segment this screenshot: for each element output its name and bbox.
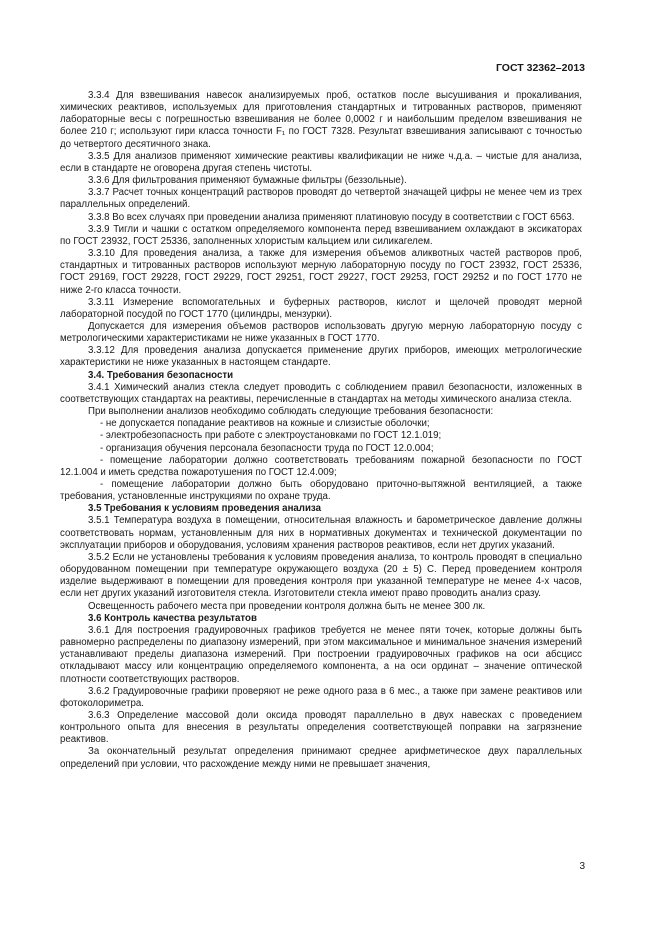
document-body [60,90,582,771]
paragraph-3-3-11: 3.3.11 Измерение вспомогательных и буферных растворов, кислот и щелочей проводят мерной лабораторной посудой по ГОСТ 1770 (цилиндры, мензурки). [60,296,582,320]
paragraph-3-3-8: 3.3.8 Во всех случаях при проведении анализа применяют платиновую посуду в соответствии с ГОСТ 6563. [88,211,575,223]
list-item: - помещение лаборатории должно быть оборудовано приточно-вытяжной вентиляцией, а также требования, установленные инструкциями по охране труда. [60,479,582,503]
paragraph-3-3-10: 3.3.10 Для проведения анализа, а также для измерения объемов аликвотных частей растворов проб, стандартных и титрованных растворов используют мерную лабораторную посуду по ГОСТ 23932, ГОСТ 25336, ГОСТ 29169, ГОСТ 29228, ГОСТ 29229, ГОСТ 29251, ГОСТ 29227, ГОСТ 29253, ГОСТ 29252 и по ГОСТ 1770 не ниже 2-го класса точности. [60,248,582,296]
paragraph-3-4-1: 3.4.1 Химический анализ стекла следует проводить с соблюдением правил безопасности, изложенных в соответствующих стандартах на реактивы, перечисленные в стандартах на методы химического анализа стекла. [60,381,582,405]
paragraph-3-3-6: 3.3.6 Для фильтрования применяют бумажные фильтры (беззольные). [88,175,407,187]
paragraph-3-3-4: 3.3.4 Для взвешивания навесок анализируемых проб, остатков после высушивания и прокаливания, химических реактивов, используемых для приготовления стандартных и титрованных растворов, применяют лабораторные весы с погрешностью взвешивания не более 0,0002 г и наибольшим пределом взвешивания не более 210 г; используют гири класса точности F₁ по ГОСТ 7328. Результат взвешивания записывают с точностью до четвертого десятичного знака. [60,90,582,150]
paragraph-3-6-3: 3.6.3 Определение массовой доли оксида проводят параллельно в двух навесках с проведением контрольного опыта для внесения в результаты определения соответствующей поправки на загрязнение реактивов. [60,709,582,746]
paragraph-illumination: Освещенность рабочего места при проведении контроля должна быть не менее 300 лк. [88,600,486,612]
paragraph-final-result: За окончательный результат определения принимают среднее арифметическое двух параллельных определений при условии, что расхождение между ними не превышает значения, [60,746,582,770]
paragraph-3-3-11-note: Допускается для измерения объемов растворов использовать другую мерную лабораторную посуду с метрологическими характеристиками не ниже указанных в ГОСТ 1770. [60,320,582,345]
section-heading-3-4: 3.4. Требования безопасности [88,369,234,381]
paragraph-safety-intro: При выполнении анализов необходимо соблюдать следующие требования безопасности: [88,406,494,418]
page-number: 3 [579,861,585,872]
list-item: - электробезопасность при работе с электроустановками по ГОСТ 12.1.019; [100,430,442,442]
paragraph-3-3-9: 3.3.9 Тигли и чашки с остатком определяемого компонента перед взвешиванием охлаждают в эксикаторах по ГОСТ 23932, ГОСТ 25336, заполненных хлористым кальцием или силикагелем. [60,223,582,247]
paragraph-3-3-7: 3.3.7 Расчет точных концентраций растворов проводят до четвертой значащей цифры не менее чем из трех параллельных определений. [60,187,582,211]
document-code-header: ГОСТ 32362–2013 [495,62,585,74]
paragraph-3-5-1: 3.5.1 Температура воздуха в помещении, относительная влажность и барометрическое давление должны соответствовать нормам, установленным для них в нормативных документах и технической документации по эксплуатации приборов и оборудования, условиям хранения растворов реактивов, если нет других указаний. [60,515,582,551]
paragraph-3-6-2: 3.6.2 Градуировочные графики проверяют не реже одного раза в 6 мес., а также при замене реактивов или фотоколориметра. [60,685,582,709]
list-item: - помещение лаборатории должно соответствовать требованиям пожарной безопасности по ГОСТ 12.1.004 и иметь средства пожаротушения по ГОСТ 12.4.009; [60,454,582,478]
paragraph-3-6-1: 3.6.1 Для построения градуировочных графиков требуется не менее пяти точек, которые должны быть равномерно распределены по диапазону измерений, при этом максимальное и минимальное значения измерений устанавливают пределы диапазона измерений. При построении градуировочных графиков на оси абсцисс откладывают массу или концентрацию определяемого компонента, а на оси ординат – значение оптической плотности соответствующих растворов. [60,624,582,685]
paragraph-3-3-5: 3.3.5 Для анализов применяют химические реактивы квалификации не ниже ч.д.а. – чистые для анализа, если в стандарте не оговорена другая степень чистоты. [60,150,582,174]
list-item: - организация обучения персонала безопасности труда по ГОСТ 12.0.004; [100,442,434,454]
section-heading-3-6: 3.6 Контроль качества результатов [88,612,257,624]
paragraph-3-5-2: 3.5.2 Если не установлены требования к условиям проведения анализа, то контроль проводят в специально оборудованном помещении при температуре окружающего воздуха (20 ± 5) С. Перед проведением контроля изделие выдерживают в помещении для проведения контроля при указанной температуре не менее 4-х часов, если нет других указаний изготовителя стекла. Изготовители стекла имеют право проводить анализ сразу. [60,551,582,600]
list-item: - не допускается попадание реактивов на кожные и слизистые оболочки; [100,418,430,430]
section-heading-3-5: 3.5 Требования к условиям проведения анализа [88,503,321,515]
paragraph-3-3-12: 3.3.12 Для проведения анализа допускается применение других приборов, имеющих метрологические характеристики не ниже указанных в настоящем стандарте. [60,345,582,369]
